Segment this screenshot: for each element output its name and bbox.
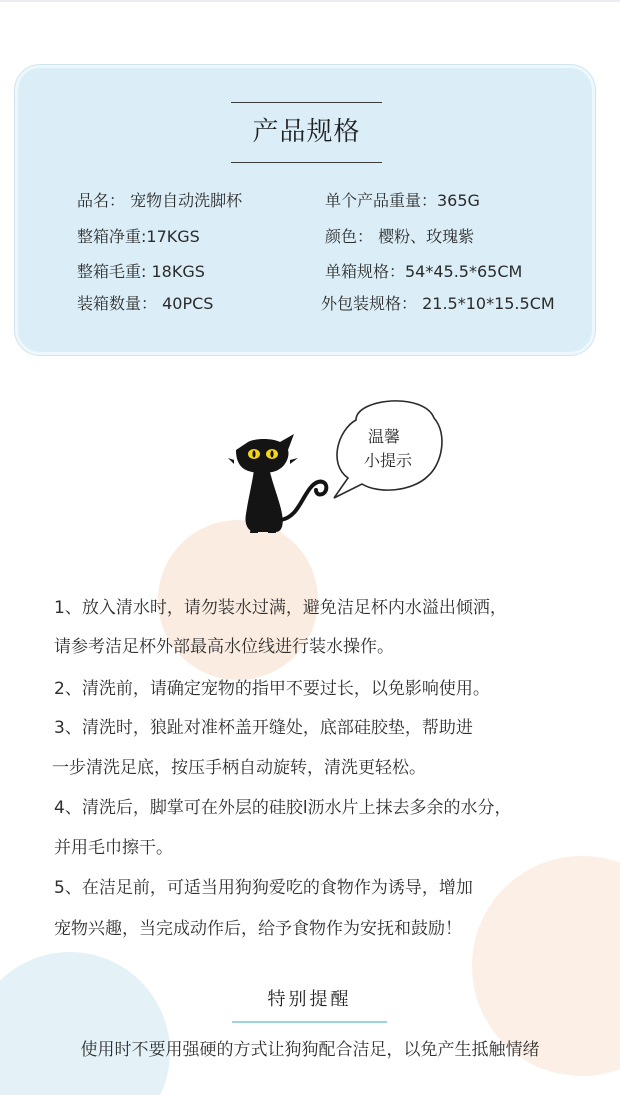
reminder-title: 特别提醒 — [267, 989, 352, 1010]
spec-title: 产品规格 — [252, 117, 361, 147]
reminder-underline — [232, 1021, 387, 1023]
bubble-text-line2: 小提示 — [363, 451, 413, 470]
tip-line: 2、清洗前，请确定宠物的指甲不要过长，以免影响使用。 — [54, 679, 490, 699]
top-divider — [0, 0, 620, 2]
spec-outer-package-size: 外包装规格： 21.5*10*15.5CM — [321, 294, 555, 313]
cat-silhouette — [228, 434, 326, 533]
tip-line: 并用毛巾擦干。 — [54, 838, 173, 858]
speech-bubble — [334, 401, 442, 498]
tip-line: 宠物兴趣，当完成动作后，给予食物作为安抚和鼓励！ — [54, 919, 462, 939]
spec-unit-weight: 单个产品重量：365G — [325, 191, 480, 210]
tip-line: 5、在洁足前，可适当用狗狗爱吃的食物作为诱导，增加 — [54, 878, 473, 898]
tip-line: 3、清洗时，狼趾对准杯盖开缝处，底部硅胶垫，帮助进 — [54, 718, 473, 738]
reminder-text: 使用时不要用强硬的方式让狗狗配合洁足，以免产生抵触情绪 — [80, 1040, 540, 1060]
spec-net-weight: 整箱净重:17KGS — [77, 227, 200, 246]
decorative-blue-circle — [0, 952, 170, 1095]
spec-card — [18, 68, 592, 352]
tip-line: 请参考洁足杯外部最高水位线进行装水操作。 — [54, 637, 394, 657]
spec-product-name: 品名： 宠物自动洗脚杯 — [77, 191, 243, 210]
tip-line: 1、放入清水时，请勿装水过满，避免洁足杯内水溢出倾洒， — [54, 598, 507, 618]
spec-packing-qty: 装箱数量： 40PCS — [77, 294, 214, 313]
spec-grid — [18, 68, 592, 352]
tip-line: 一步清洗足底，按压手柄自动旋转，清洗更轻松。 — [52, 758, 426, 778]
spec-gross-weight: 整箱毛重: 18KGS — [77, 262, 205, 281]
spec-carton-size: 单箱规格：54*45.5*65CM — [325, 262, 523, 281]
bubble-text-line1: 温馨 — [367, 427, 401, 446]
tip-illustration — [228, 400, 458, 540]
tip-line: 4、清洗后，脚掌可在外层的硅胶l沥水片上抹去多余的水分， — [54, 798, 512, 818]
spec-color: 颜色： 樱粉、玫瑰紫 — [325, 227, 475, 246]
cat-icon — [228, 400, 458, 540]
